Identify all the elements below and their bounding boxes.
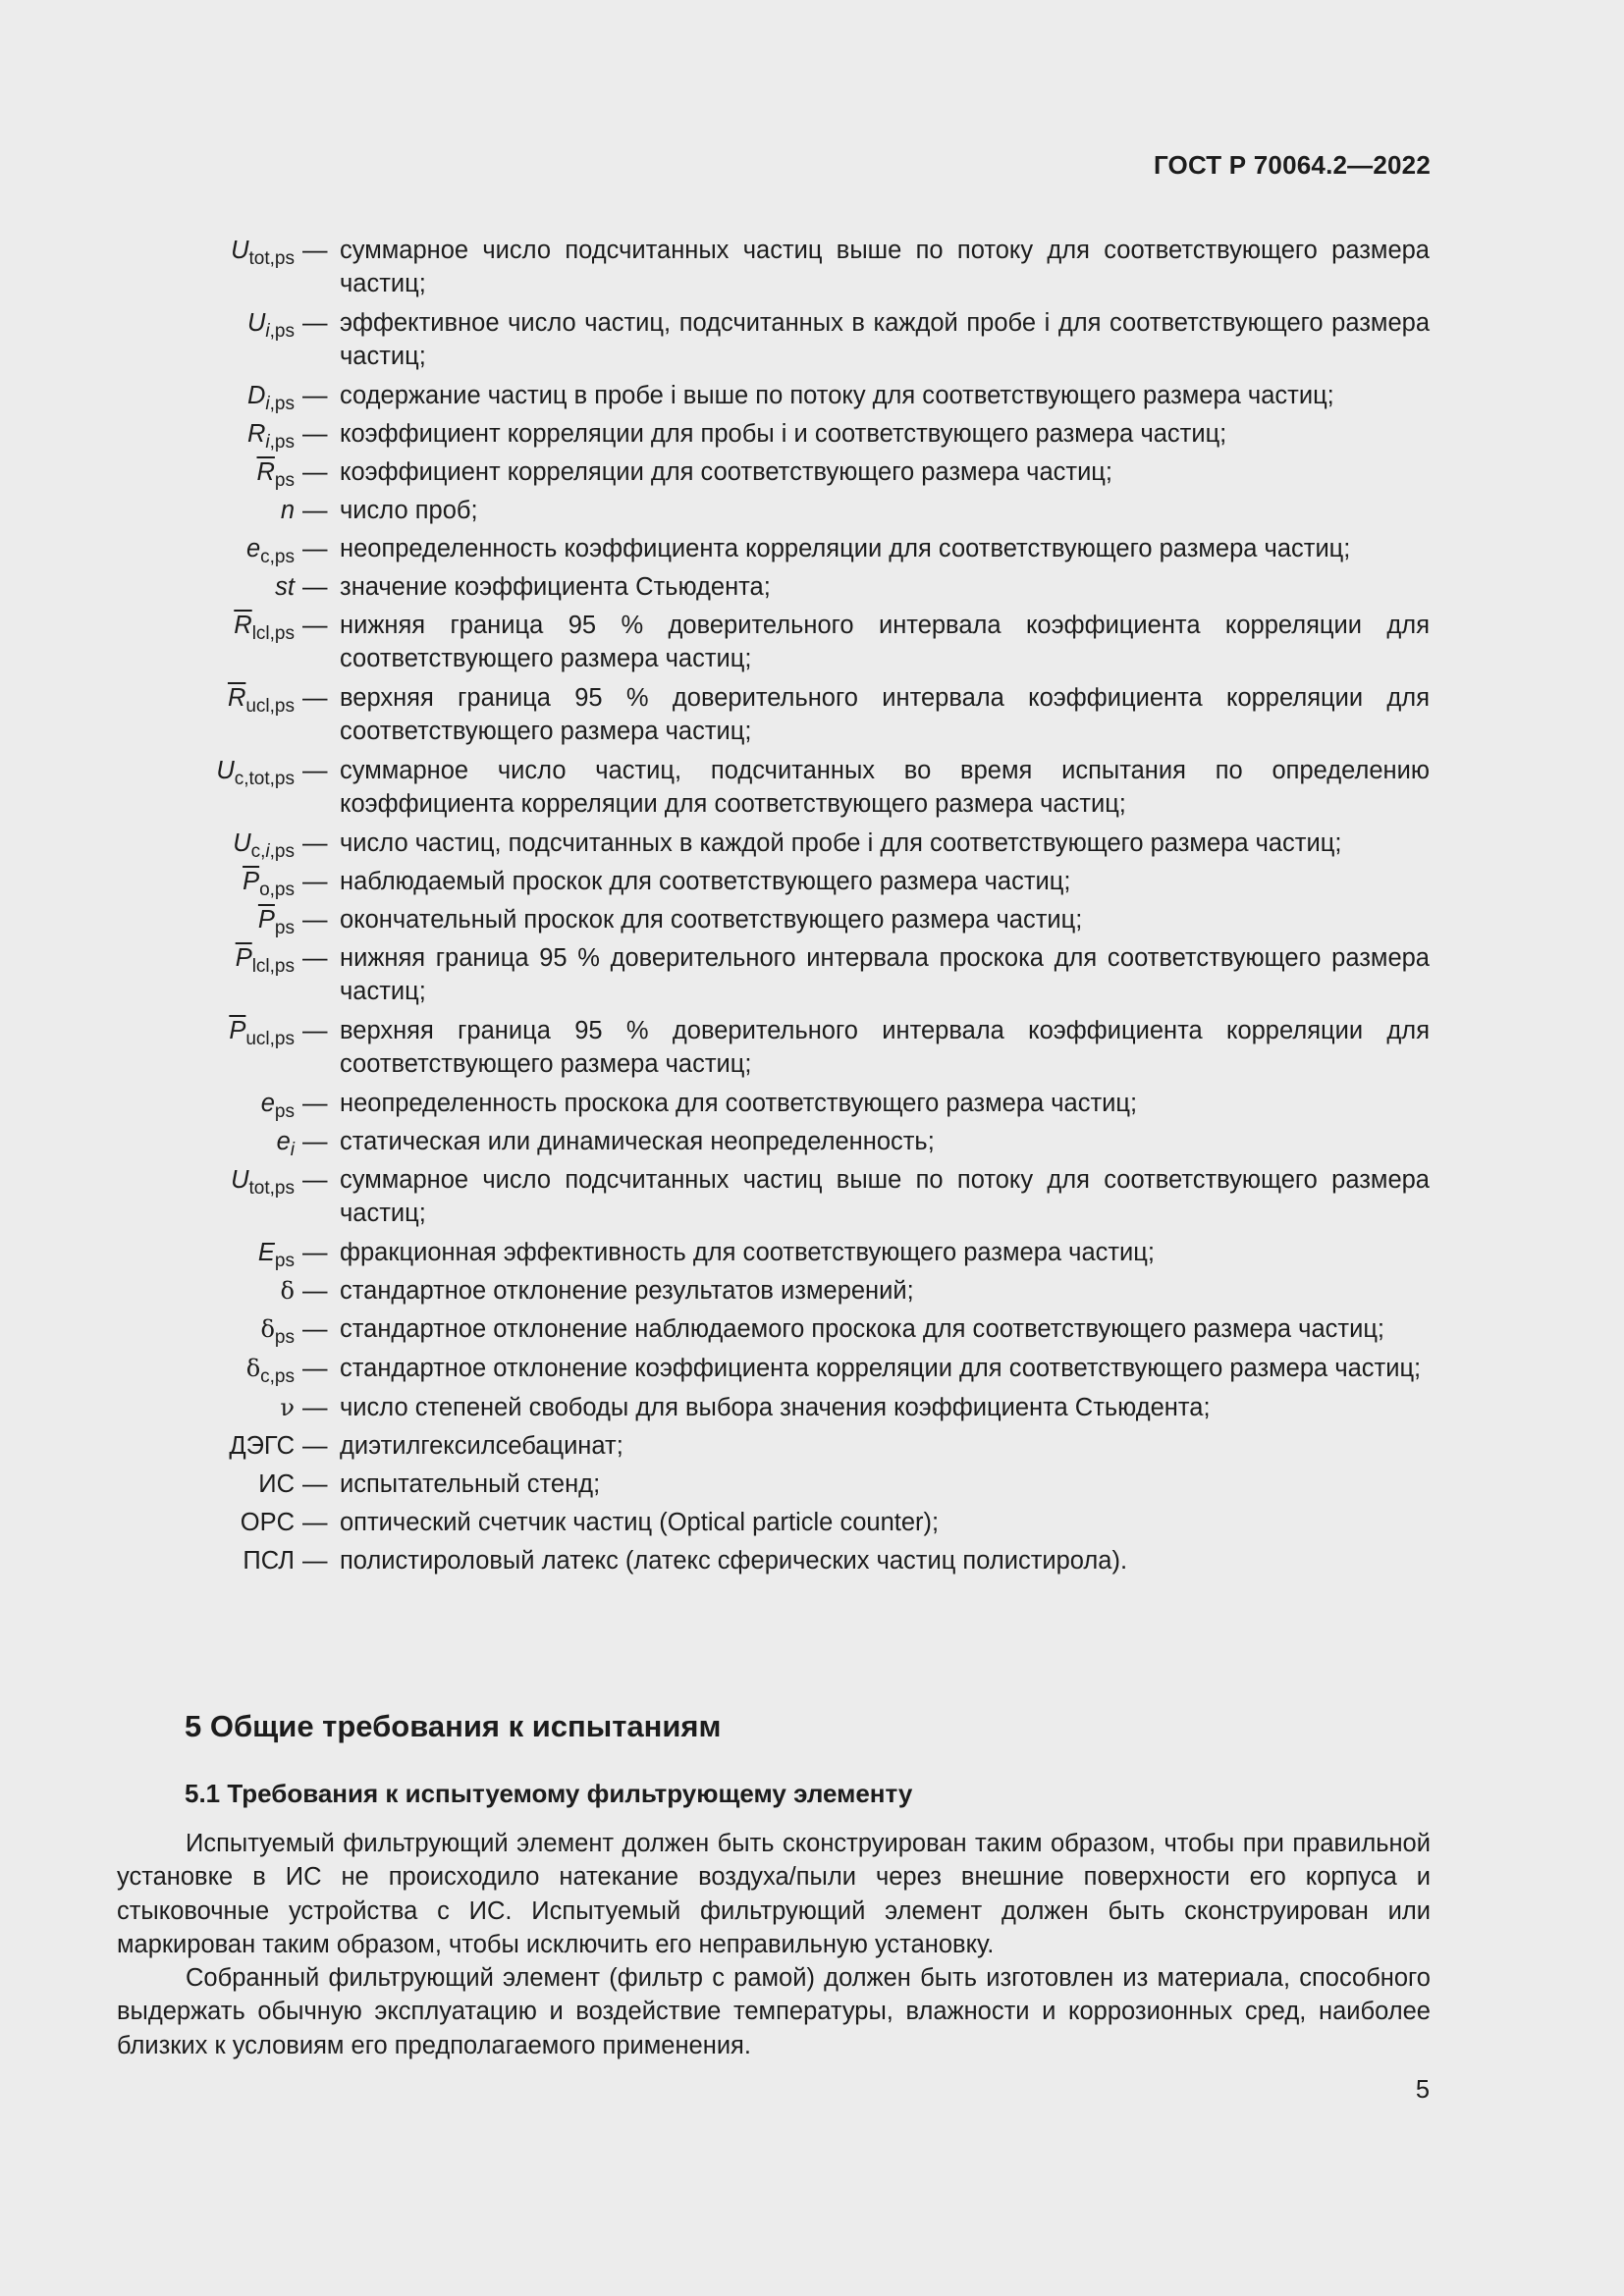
- section-body: [117, 1827, 1431, 2062]
- definition-dash: —: [302, 1017, 328, 1044]
- definition-item: [0, 903, 1624, 936]
- definition-item: [0, 1274, 1624, 1308]
- definition-text: стандартное отклонение наблюдаемого проскока для соответствующего размера частиц;: [340, 1315, 1385, 1343]
- definition-symbol: $\overline{P}_{ucl,ps}$: [229, 1017, 295, 1049]
- definition-item: [0, 1087, 1624, 1120]
- definition-item: [0, 1163, 1624, 1230]
- definition-dash: —: [302, 1394, 328, 1421]
- definition-item: [0, 1236, 1624, 1269]
- definition-dash: —: [302, 757, 328, 784]
- definition-dash: —: [302, 1432, 328, 1460]
- definition-text: суммарное число частиц, подсчитанных во время испытания по определению коэффициента корреляции для соответствующего размера частиц;: [340, 757, 1430, 818]
- definition-text: число частиц, подсчитанных в каждой пробе i для соответствующего размера частиц;: [340, 829, 1342, 857]
- definition-dash: —: [302, 1470, 328, 1498]
- definition-dash: —: [302, 237, 328, 264]
- definition-symbol: $U_{tot,ps}$: [231, 237, 295, 269]
- definition-text: коэффициент корреляции для пробы i и соответствующего размера частиц;: [340, 420, 1227, 448]
- document-code: ГОСТ Р 70064.2—2022: [1153, 150, 1431, 180]
- definition-text: значение коэффициента Стьюдента;: [340, 573, 771, 601]
- definition-symbol: $U_{tot,ps}$: [231, 1166, 295, 1199]
- definition-dash: —: [302, 420, 328, 448]
- definition-dash: —: [302, 1315, 328, 1343]
- definition-symbol: $\overline{R}_{ps}$: [256, 458, 295, 491]
- definition-symbol: n: [280, 497, 295, 524]
- definition-symbol: OPC: [240, 1509, 295, 1536]
- definition-item: [0, 1352, 1624, 1385]
- definition-symbol: ИС: [258, 1470, 295, 1498]
- definition-text: неопределенность проскока для соответствующего размера частиц;: [340, 1090, 1138, 1117]
- definition-item: [0, 1125, 1624, 1158]
- definition-symbol: $R_{i,ps}$: [246, 420, 295, 453]
- definition-dash: —: [302, 1277, 328, 1305]
- definition-item: [0, 532, 1624, 565]
- definition-dash: —: [302, 573, 328, 601]
- definition-text: испытательный стенд;: [340, 1470, 601, 1498]
- definition-text: верхняя граница 95 % доверительного интервала коэффициента корреляции для соответствующего размера частиц;: [340, 1017, 1430, 1078]
- definition-text: нижняя граница 95 % доверительного интервала коэффициента корреляции для соответствующего размера частиц;: [340, 612, 1430, 672]
- paragraph: Испытуемый фильтрующий элемент должен быть сконструирован таким образом, чтобы при правильной установке в ИС не происходило натекание воздуха/пыли через внешние поверхности его корпуса и стыковочные устройства с ИС. Испытуемый фильтрующий элемент должен быть сконструирован или маркирован таким образом, чтобы исключить его неправильную установку.: [117, 1830, 1431, 1958]
- definition-item: [0, 1014, 1624, 1081]
- definition-symbol: $\overline{P}_{lcl,ps}$: [235, 944, 295, 977]
- definition-item: [0, 754, 1624, 821]
- definition-text: оптический счетчик частиц (Optical particle counter);: [340, 1509, 940, 1536]
- definition-item: [0, 1506, 1624, 1539]
- definition-symbol: $\overline{P}_{ps}$: [257, 906, 295, 938]
- definition-text: суммарное число подсчитанных частиц выше по потоку для соответствующего размера частиц;: [340, 237, 1430, 297]
- definition-item: [0, 494, 1624, 527]
- definition-symbol: δ: [280, 1277, 295, 1305]
- paragraph: Собранный фильтрующий элемент (фильтр с рамой) должен быть изготовлен из материала, способного выдержать обычную эксплуатацию и воздействие температуры, влажности и коррозионных сред, наиболее близких к условиям его предполагаемого применения.: [117, 1964, 1431, 2059]
- definition-text: окончательный проскок для соответствующего размера частиц;: [340, 906, 1083, 934]
- definition-symbol: $\delta_{ps}$: [260, 1315, 295, 1348]
- definition-dash: —: [302, 1239, 328, 1266]
- definition-item: [0, 1429, 1624, 1463]
- definition-dash: —: [302, 1090, 328, 1117]
- definition-item: [0, 455, 1624, 489]
- definition-dash: —: [302, 497, 328, 524]
- definition-symbol: $E_{ps}$: [257, 1239, 295, 1271]
- definition-text: число проб;: [340, 497, 478, 524]
- definition-symbol: st: [275, 573, 295, 601]
- definition-dash: —: [302, 382, 328, 409]
- definition-symbol: $e_{c,ps}$: [245, 535, 295, 567]
- definition-item: [0, 1468, 1624, 1501]
- page-number: 5: [1415, 2076, 1430, 2104]
- definition-item: [0, 609, 1624, 675]
- definition-item: [0, 681, 1624, 748]
- definition-dash: —: [302, 1128, 328, 1155]
- definition-text: полистироловый латекс (латекс сферических частиц полистирола).: [340, 1547, 1128, 1575]
- definition-text: содержание частиц в пробе i выше по потоку для соответствующего размера частиц;: [340, 382, 1334, 409]
- definition-item: [0, 306, 1624, 373]
- definition-dash: —: [302, 1547, 328, 1575]
- definition-symbol: $U_{c,tot,ps}$: [216, 757, 295, 789]
- definition-symbol: ν: [280, 1394, 295, 1421]
- definition-symbol: $\overline{R}_{lcl,ps}$: [234, 612, 295, 644]
- definition-text: число степеней свободы для выбора значения коэффициента Стьюдента;: [340, 1394, 1211, 1421]
- definition-dash: —: [302, 1355, 328, 1382]
- definition-item: [0, 570, 1624, 604]
- subsection-heading: 5.1 Требования к испытуемому фильтрующему элементу: [185, 1779, 913, 1808]
- definition-text: коэффициент корреляции для соответствующего размера частиц;: [340, 458, 1113, 486]
- definition-text: стандартное отклонение результатов измерений;: [340, 1277, 914, 1305]
- definition-text: неопределенность коэффициента корреляции для соответствующего размера частиц;: [340, 535, 1351, 562]
- definition-symbol: $U_{c,i,ps}$: [233, 829, 295, 862]
- definition-item: [0, 1391, 1624, 1424]
- definition-text: фракционная эффективность для соответствующего размера частиц;: [340, 1239, 1155, 1266]
- definition-symbol: ПСЛ: [243, 1547, 295, 1575]
- definition-dash: —: [302, 944, 328, 972]
- definition-symbol: $e_{ps}$: [260, 1090, 295, 1122]
- definition-item: [0, 1312, 1624, 1346]
- definition-symbol: $D_{i,ps}$: [246, 382, 295, 414]
- definition-text: статическая или динамическая неопределенность;: [340, 1128, 935, 1155]
- definition-dash: —: [302, 535, 328, 562]
- definition-dash: —: [302, 1509, 328, 1536]
- definition-item: [0, 379, 1624, 412]
- definition-dash: —: [302, 458, 328, 486]
- definition-dash: —: [302, 829, 328, 857]
- definition-text: эффективное число частиц, подсчитанных в каждой пробе i для соответствующего размера частиц;: [340, 309, 1430, 370]
- definition-text: суммарное число подсчитанных частиц выше по потоку для соответствующего размера частиц;: [340, 1166, 1430, 1227]
- symbol-definitions-list: [0, 234, 1624, 1582]
- definition-dash: —: [302, 612, 328, 639]
- definition-dash: —: [302, 1166, 328, 1194]
- definition-symbol: $e_i$: [276, 1128, 295, 1160]
- definition-item: [0, 941, 1624, 1008]
- section-heading: 5 Общие требования к испытаниям: [185, 1709, 722, 1743]
- definition-item: [0, 234, 1624, 300]
- definition-symbol: ДЭГС: [229, 1432, 295, 1460]
- definition-dash: —: [302, 868, 328, 895]
- definition-symbol: $\delta_{c,ps}$: [245, 1355, 295, 1387]
- definition-dash: —: [302, 309, 328, 337]
- definition-text: нижняя граница 95 % доверительного интервала проскока для соответствующего размера частиц;: [340, 944, 1430, 1005]
- definition-text: наблюдаемый проскок для соответствующего размера частиц;: [340, 868, 1071, 895]
- definition-symbol: $U_{i,ps}$: [246, 309, 295, 342]
- definition-dash: —: [302, 684, 328, 712]
- definition-item: [0, 417, 1624, 451]
- definition-item: [0, 1544, 1624, 1577]
- definition-dash: —: [302, 906, 328, 934]
- definition-text: стандартное отклонение коэффициента корреляции для соответствующего размера частиц;: [340, 1355, 1422, 1382]
- definition-text: диэтилгексилсебацинат;: [340, 1432, 623, 1460]
- definition-item: [0, 827, 1624, 860]
- definition-symbol: $\overline{P}_{o,ps}$: [243, 868, 295, 900]
- definition-symbol: $\overline{R}_{ucl,ps}$: [227, 684, 295, 717]
- definition-text: верхняя граница 95 % доверительного интервала коэффициента корреляции для соответствующего размера частиц;: [340, 684, 1430, 745]
- definition-item: [0, 865, 1624, 898]
